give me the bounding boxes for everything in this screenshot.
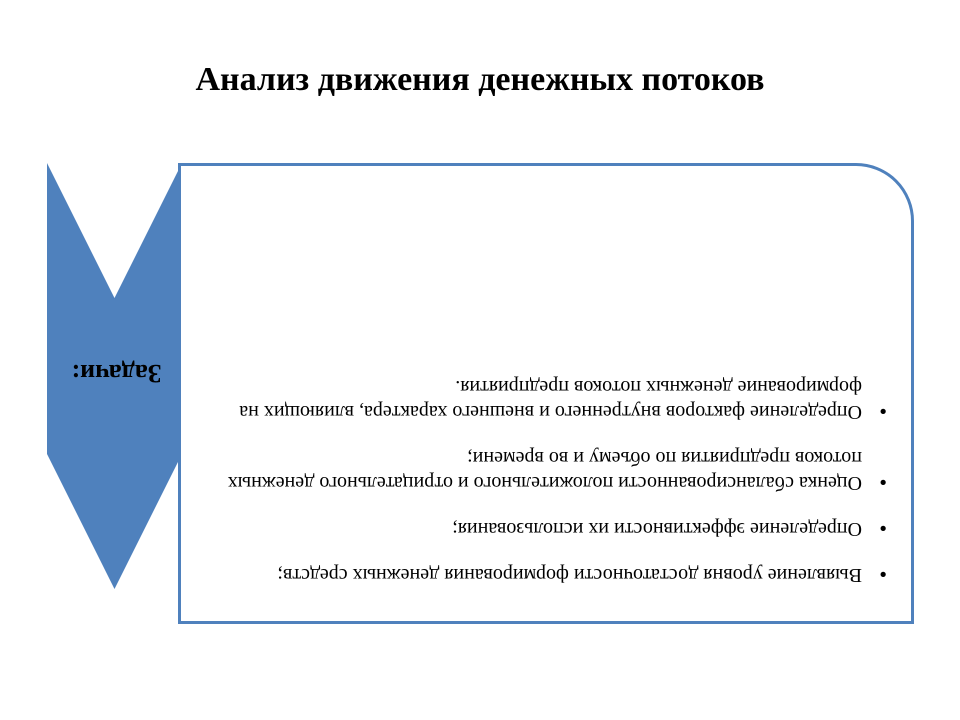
bullet-icon: • [879, 562, 887, 587]
tasks-chevron-label: Задачи: [71, 359, 162, 388]
tasks-text-box [178, 163, 914, 624]
bullet-icon: • [879, 399, 887, 424]
task-item [213, 562, 889, 587]
task-text: Выявление уровня достаточности формирования денежных средств; [277, 564, 862, 586]
bullet-icon: • [879, 470, 887, 495]
task-text: Определение факторов внутреннего и внешнего характера, влияющих на формирование денежных потоков предприятия. [239, 376, 862, 423]
task-item [213, 374, 889, 424]
task-text: Определение эффективности их использования; [452, 518, 862, 540]
task-item [213, 516, 889, 541]
task-list [213, 353, 889, 587]
tasks-text-box-content [181, 166, 911, 621]
slide-title: Анализ движения денежных потоков [195, 61, 765, 98]
task-item [213, 445, 889, 495]
task-text: Оценка сбалансированности положительного и отрицательного денежных потоков предприятия по объему и во времени; [227, 447, 862, 494]
bullet-icon: • [879, 516, 887, 541]
